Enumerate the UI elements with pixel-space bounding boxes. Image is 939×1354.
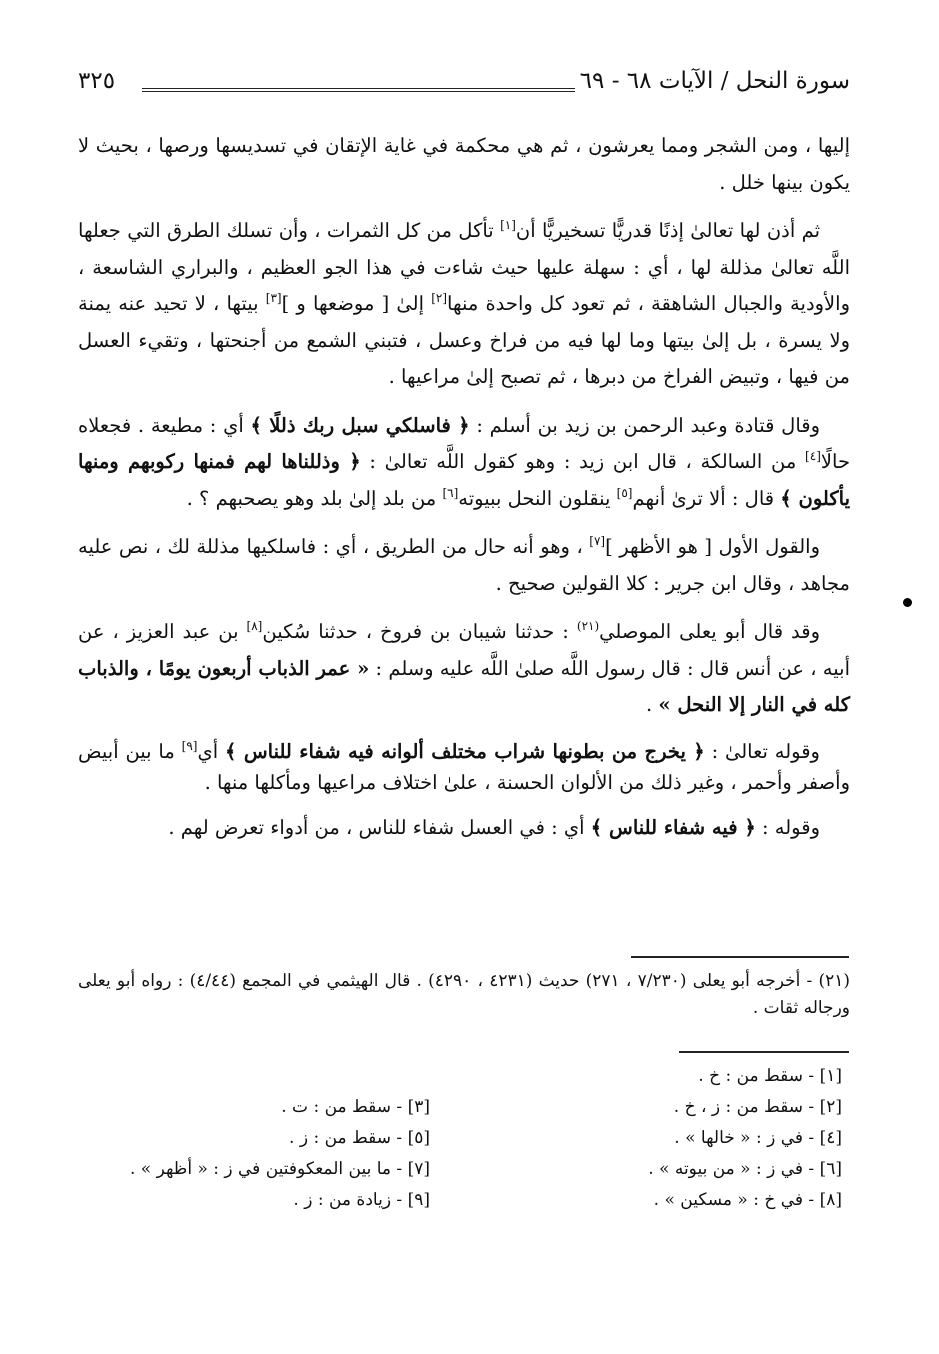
header-rule [142, 88, 575, 92]
variant-row [78, 1066, 850, 1097]
variant-note: [٨] - في خ : « مسكين » . [653, 1190, 842, 1210]
text-run: : حدثنا شيبان بن فروخ ، حدثنا سُكين [262, 620, 577, 643]
text-run: وقال قتادة وعبد الرحمن بن زيد بن أسلم : [469, 413, 820, 437]
text-run: بيتها ، لا تحيد عنه يمنة ولا يسرة ، بل إلىٰ بيتها وما لها فيه من فراخ وعسل ، فتبني الشمع من أجنحتها ، وتقيء العسل من فيها ، وتبيض الفراخ من دبرها ، ثم تصبح إلىٰ مراعيها . [78, 292, 850, 388]
variant-ref: [٨] [246, 619, 263, 633]
text-run: ينقلون النحل ببيوته [458, 486, 617, 510]
text-run: ثم أذن لها تعالىٰ إذنًا قدريًّا تسخيريًّا أن [515, 219, 821, 242]
quran-quote: ﴿ فيه شفاء للناس ﴾ [590, 815, 756, 839]
variant-row [78, 1159, 850, 1190]
text-run: وقد قال أبو يعلى الموصلي [599, 620, 820, 643]
paragraph-2 [78, 213, 850, 396]
variants-separator [679, 1051, 849, 1053]
variant-ref: [٩] [181, 738, 198, 753]
text-run: أي : في العسل شفاء للناس ، من أدواء تعرض لهم . [168, 815, 591, 839]
variant-note: [٦] - في ز : « من بيوته » . [648, 1159, 842, 1179]
paragraph-7 [78, 810, 850, 847]
paragraph-3 [78, 408, 850, 518]
variant-ref: [٢] [431, 291, 448, 305]
main-text [78, 128, 850, 858]
footnote-ref: (٢١) [576, 619, 600, 633]
text-run: أي [197, 739, 225, 763]
paragraph-4 [78, 529, 850, 602]
text-run: تأكل من كل الثمرات ، وأن تسلك الطرق التي جعلها اللَّه تعالىٰ مذللة لها ، أي : سهلة عليها حيث شاءت في هذا الجو العظيم ، والبراري الشاسعة ، والأودية والجبال الشاهقة ، ثم تعود كل واحدة منها [78, 219, 850, 315]
variant-ref: [٦] [442, 485, 459, 500]
text-run: والقول الأول [ هو الأظهر ] [605, 535, 820, 558]
footnote-separator [631, 956, 849, 958]
variant-note: [١] - سقط من : خ . [698, 1066, 842, 1086]
variant-ref: [٥] [616, 485, 633, 500]
paragraph-text: إليها ، ومن الشجر ومما يعرشون ، ثم هي محكمة في غاية الإتقان في تسديسها ورصها ، بحيث لا يكون بينها خلل . [78, 134, 850, 194]
variant-notes [78, 1066, 850, 1221]
variant-note: [٢] - سقط من : ز ، خ . [673, 1097, 842, 1117]
hadith-quote: « عمر الذباب أربعون يومًا ، والذباب كله في النار إلا النحل » [78, 656, 850, 716]
text-run: بن عبد العزيز ، عن أبيه ، عن أنس قال : قال رسول اللَّه صلىٰ اللَّه عليه وسلم : [78, 620, 850, 680]
text-run: وقوله تعالىٰ : [704, 739, 820, 763]
page-number: ٣٢٥ [78, 68, 116, 94]
variant-note: [٤] - في ز : « خالها » . [674, 1128, 842, 1148]
text-run: إلىٰ [ موضعها و ] [281, 292, 432, 315]
running-title: سورة النحل / الآيات ٦٨ - ٦٩ [579, 68, 850, 94]
footnote [78, 968, 850, 1022]
quran-quote: ﴿ يخرج من بطونها شراب مختلف ألوانه فيه شفاء للناس ﴾ [225, 739, 705, 763]
quran-quote: ﴿ فاسلكي سبل ربك ذللًا ﴾ [250, 413, 470, 437]
variant-note: [٩] - زيادة من : ز . [293, 1190, 430, 1210]
variant-row [78, 1190, 850, 1221]
variant-ref: [٣] [265, 291, 282, 305]
text-run: . [645, 693, 659, 716]
text-run: أي : مطيعة . فجعلاه حالًا [78, 413, 850, 473]
text-run: ما بين أبيض وأصفر وأحمر ، وغير ذلك من الألوان الحسنة ، علىٰ اختلاف مراعيها ومأكلها منها . [78, 739, 850, 794]
quran-quote: ﴿ وذللناها لهم فمنها ركوبهم ومنها يأكلون ﴾ [78, 450, 850, 510]
variant-ref: [٤] [805, 449, 821, 463]
margin-dot [903, 598, 912, 607]
variant-row [78, 1097, 850, 1128]
text-run: من السالكة ، قال ابن زيد : وهو كقول اللَّه تعالىٰ : [360, 450, 806, 473]
variant-note: [٣] - سقط من : ت . [281, 1097, 430, 1117]
text-run: وقوله : [755, 815, 820, 839]
variant-ref: [٧] [589, 534, 606, 548]
variant-row [78, 1128, 850, 1159]
paragraph-6 [78, 736, 850, 798]
variant-note: [٥] - سقط من : ز . [289, 1128, 430, 1148]
text-run: ، وهو أنه حال من الطريق ، أي : فاسلكيها مذللة لك ، نص عليه مجاهد ، وقال ابن جرير : كلا القولين صحيح . [78, 535, 850, 595]
variant-note: [٧] - ما بين المعكوفتين في ز : « أظهر » . [129, 1159, 430, 1179]
text-run: قال : ألا ترىٰ أنهم [632, 486, 781, 510]
paragraph-5 [78, 614, 850, 724]
variant-ref: [١] [500, 218, 516, 232]
paragraph-1 [78, 128, 850, 201]
text-run: من بلد إلىٰ بلد وهو يصحبهم ؟ . [186, 486, 443, 510]
footnote-text: (٢١) - أخرجه أبو يعلى (٧/٢٣٠ ، ٢٧١) حديث (٤٢٣١ ، ٤٢٩٠) . قال الهيثمي في المجمع (٤/٤٤) : رواه أبو يعلى ورجاله ثقات . [78, 971, 851, 1018]
page-header [78, 64, 850, 108]
